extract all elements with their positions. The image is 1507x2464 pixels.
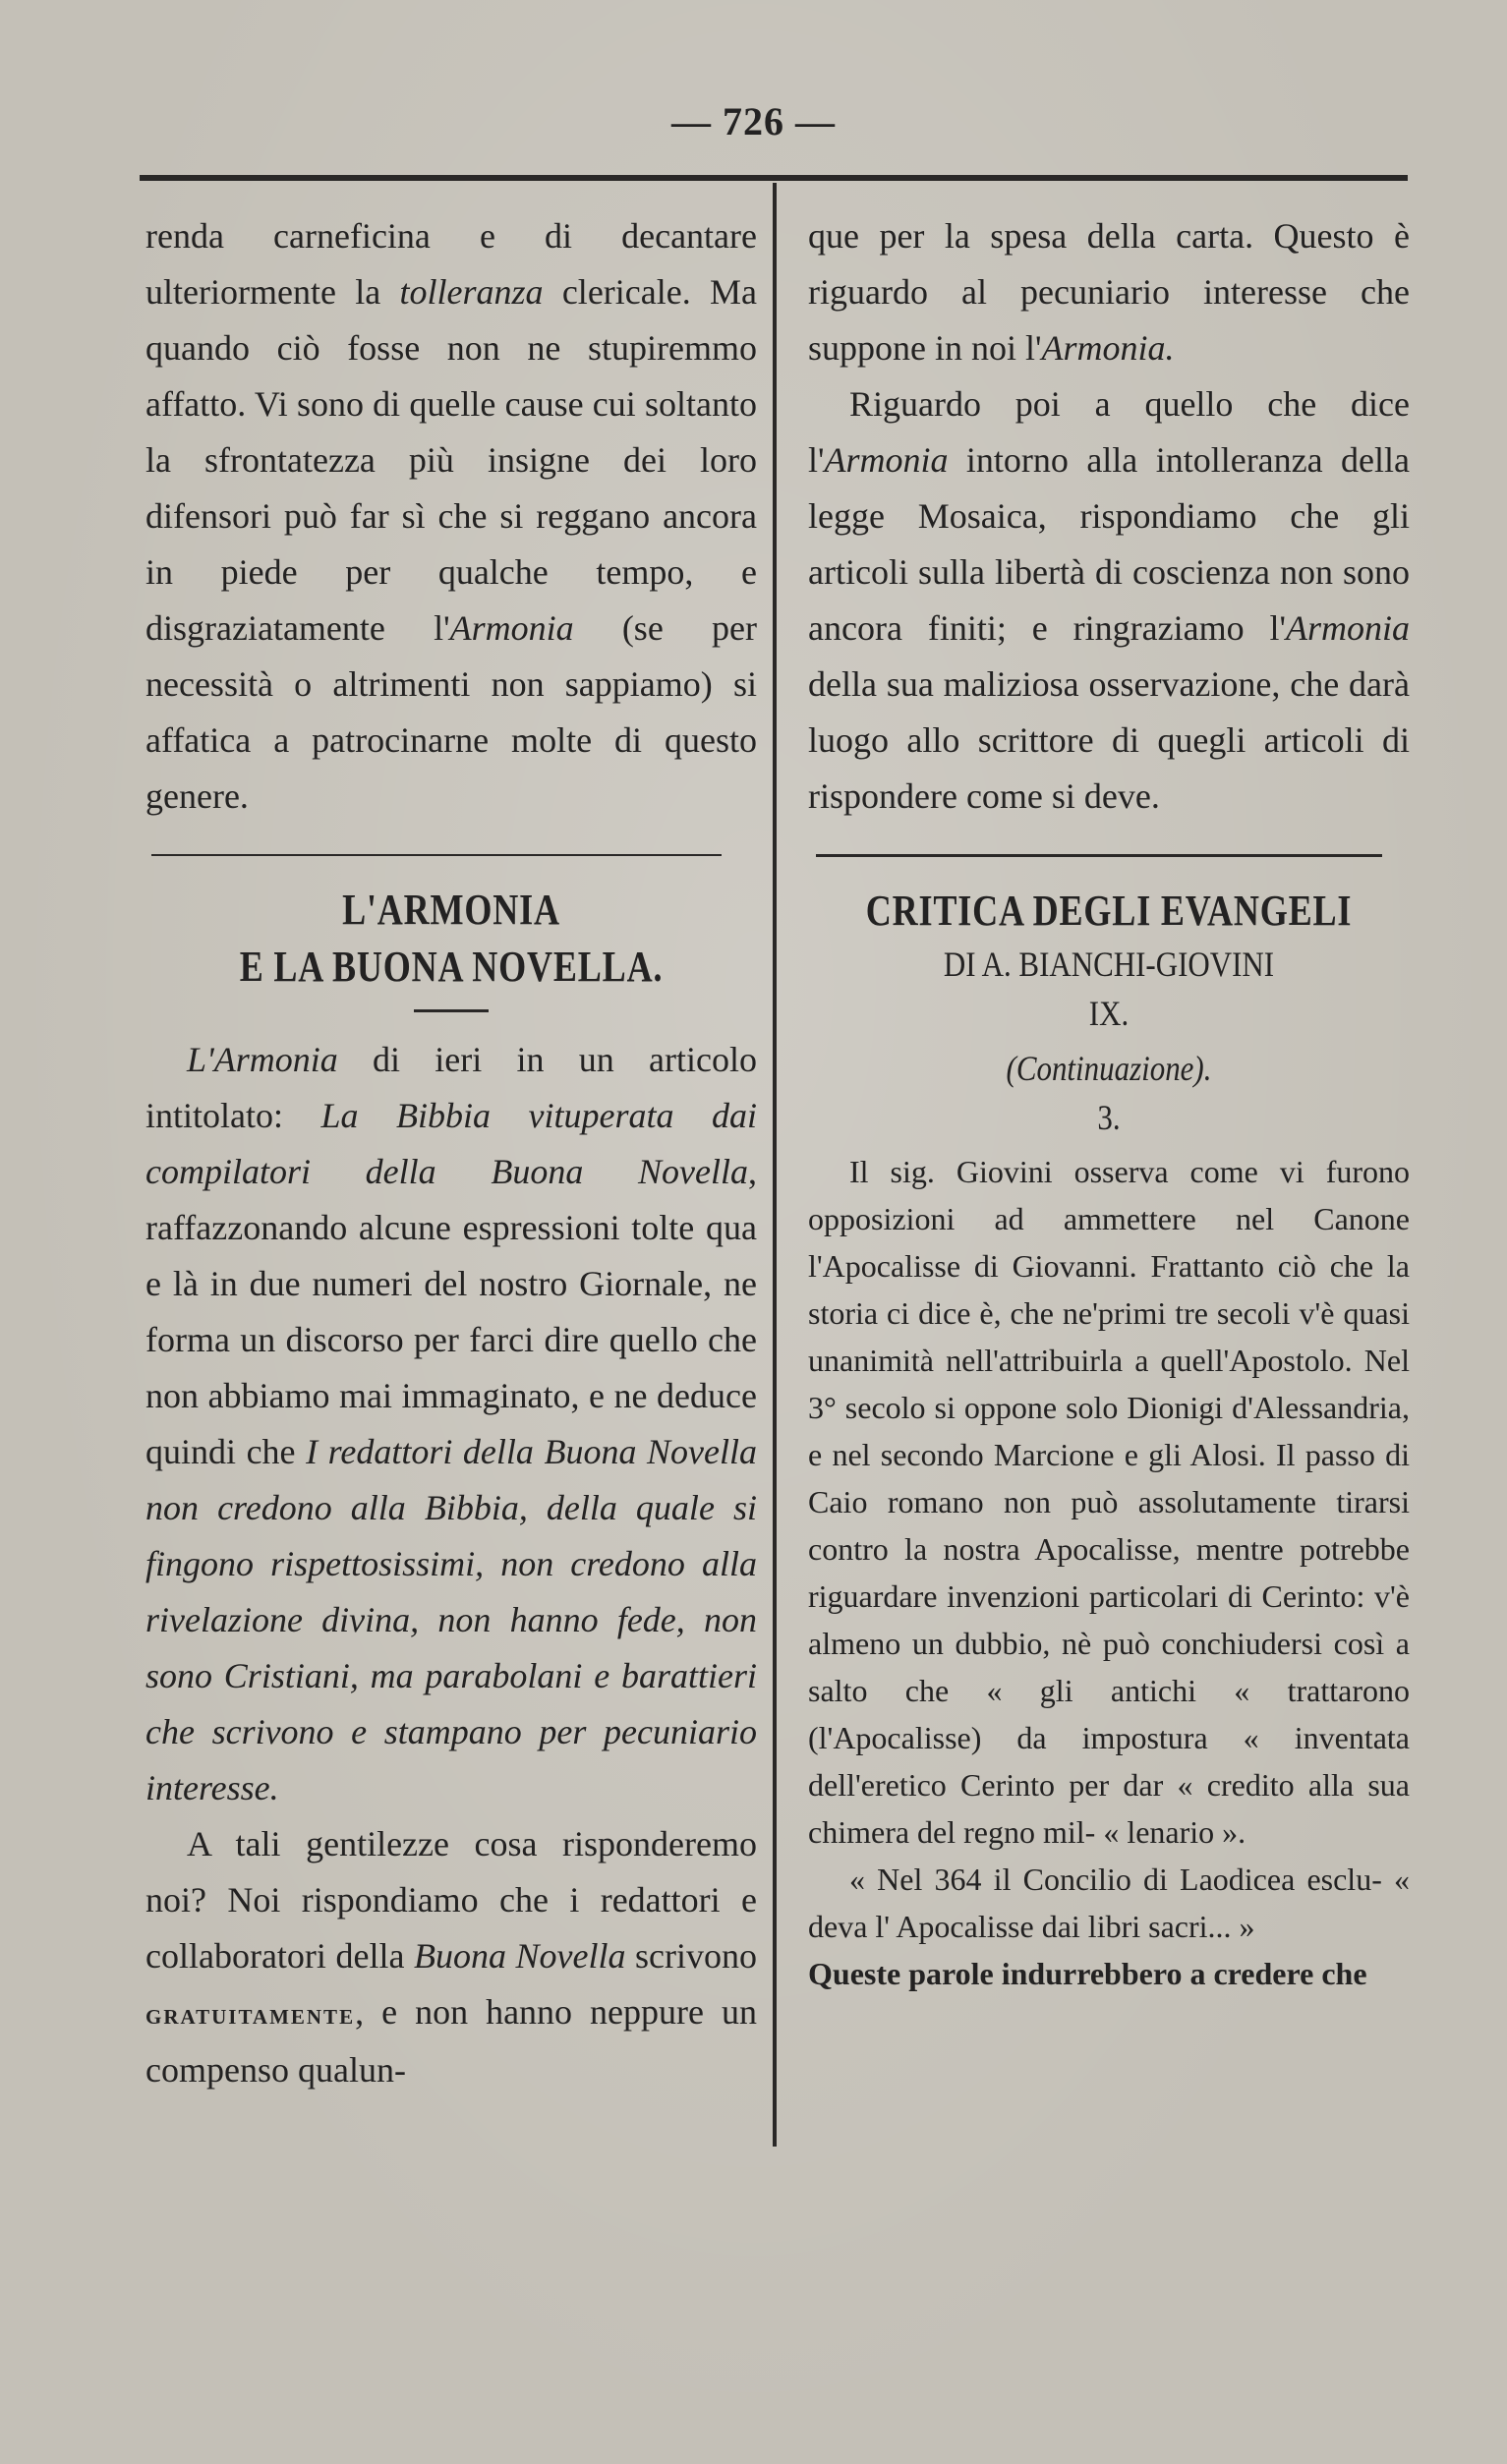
critica-paragraph-2: « Nel 364 il Concilio di Laodicea esclu- « deva l' Apocalisse dai libri sacri... » xyxy=(808,1862,1410,1944)
section-rule xyxy=(151,854,722,856)
critica-paragraph-1: Il sig. Giovini osserva come vi furono opposizioni ad ammettere nel Canone l'Apocalisse di Giovanni. Frattanto ciò che la storia ci dice è, che ne'primi tre secoli v'è quasi unanimità nell'attribuirla a quell'Apostolo. Nel 3° secolo si oppone solo Dionigi d'Alessandria, e nel secondo Marcione e gli Alosi. Il passo di Caio romano non può assolutamente tirarsi contro la nostra Apocalisse, mentre potrebbe riguardare invenzioni particolari di Cerinto: v'è almeno un dubbio, nè può conchiudersi così a salto che « gli antichi « trattarono (l'Apocalisse) da impostura « inventata dell'eretico Cerinto per dar « credito alla sua chimera del regno mil- « lenario ». xyxy=(808,1154,1410,1850)
article-headline-line-2: E LA BUONA NOVELLA. xyxy=(239,943,664,991)
page-number: — 726 — xyxy=(671,99,836,143)
left-column xyxy=(145,208,757,2098)
column-divider xyxy=(773,183,777,2147)
section-number: 3. xyxy=(1097,1098,1121,1137)
continuation-note: (Continuazione). xyxy=(1006,1049,1212,1088)
headline-rule xyxy=(414,1009,489,1012)
article-paragraph-2: A tali gentilezze cosa risponderemo noi? Noi rispondiamo che i redattori e collaboratori della Buona Novella scrivono gratuitamente, e non hanno neppure un compenso qualun- xyxy=(145,1824,758,2090)
critica-headline: CRITICA DEGLI EVANGELI xyxy=(865,887,1353,935)
article-headline-line-1: L'ARMONIA xyxy=(342,886,560,934)
right-paragraph-1: que per la spesa della carta. Questo è riguardo al pecuniario interesse che suppone in noi l'Armonia. xyxy=(808,216,1410,368)
top-rule xyxy=(140,175,1408,181)
right-paragraph-2: Riguardo poi a quello che dice l'Armonia intorno alla intolleranza della legge Mosaica, rispondiamo che gli articoli sulla libertà di coscienza non sono ancora finiti; e ringraziamo l'Armonia della sua maliziosa osservazione, che darà luogo allo scrittore di quegli articoli di rispondere come si deve. xyxy=(808,384,1410,816)
article-paragraph-1: L'Armonia di ieri in un articolo intitolato: La Bibbia vituperata dai compilatori della Buona Novella, raffazzonando alcune espressioni tolte qua e là in due numeri del nostro Giornale, ne forma un discorso per farci dire quello che non abbiamo mai immaginato, e ne deduce quindi che I redattori della Buona Novella non credono alla Bibbia, della quale si fingono rispettosissimi, non credono alla rivelazione divina, non hanno fede, non sono Cristiani, ma parabolani e barattieri che scrivono e stampano per pecuniario interesse. xyxy=(145,1040,757,1807)
byline: DI A. BIANCHI-GIOVINI xyxy=(943,945,1275,984)
chapter-number: IX. xyxy=(1088,994,1130,1033)
right-column xyxy=(808,208,1410,1997)
section-rule-right xyxy=(816,854,1382,857)
critica-paragraph-3: Queste parole indurrebbero a credere che xyxy=(808,1956,1367,1991)
left-paragraph-1: renda carneficina e di decantare ulteriormente la tolleranza clericale. Ma quando ciò fosse non ne stupiremmo affatto. Vi sono di quelle cause cui soltanto la sfrontatezza più insigne dei loro difensori può far sì che si reggano ancora in piede per qualche tempo, e disgraziatamente l'Armonia (se per necessità o altrimenti non sappiamo) si affatica a patrocinarne molte di questo genere. xyxy=(145,216,758,816)
